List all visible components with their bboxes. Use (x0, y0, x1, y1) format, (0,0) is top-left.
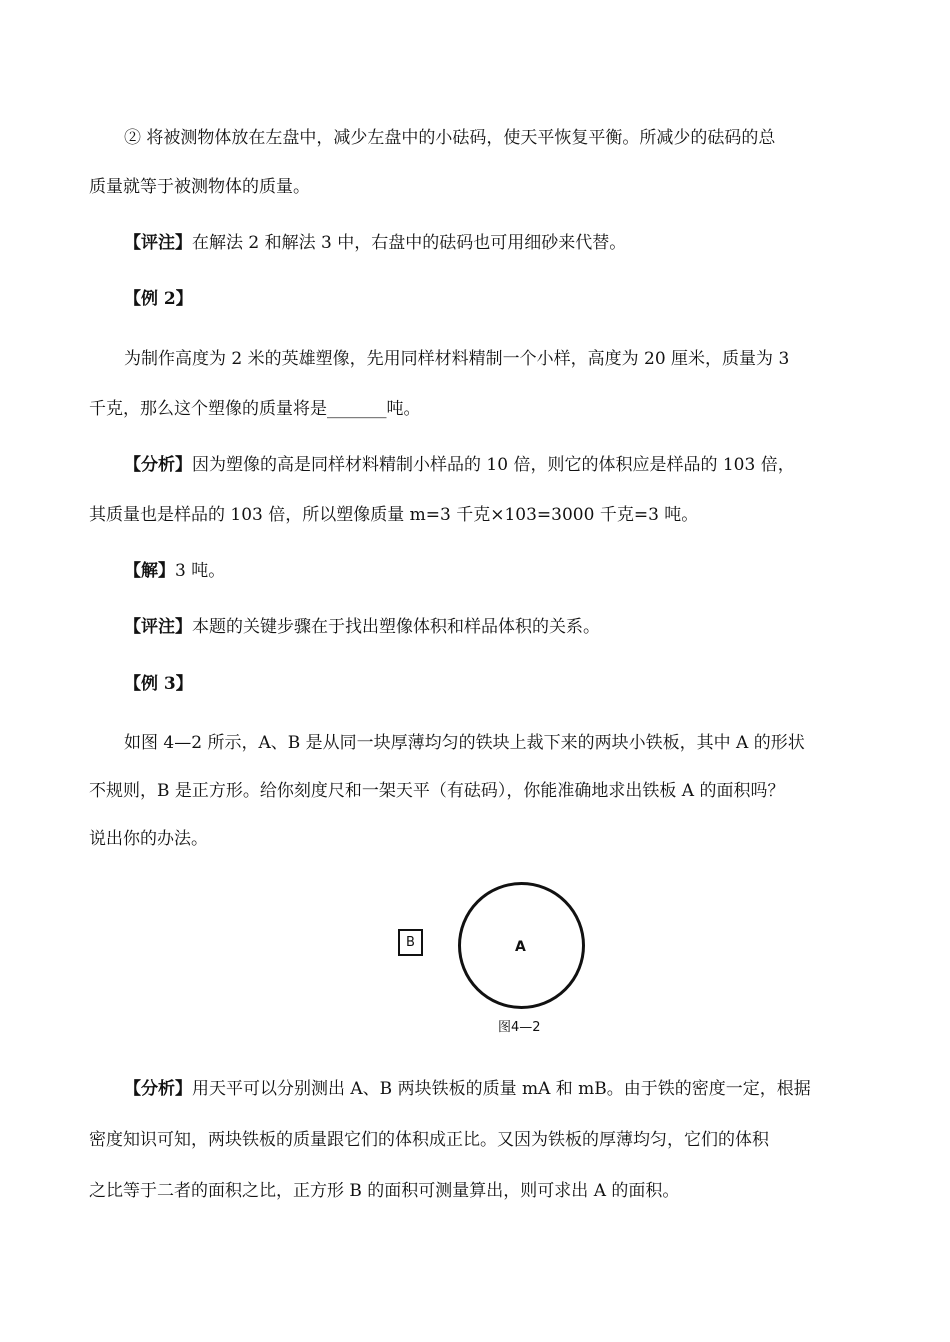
comment-paragraph-2 (124, 617, 600, 637)
plate-a-label: A (515, 939, 526, 955)
analysis-paragraph-1 (124, 455, 795, 475)
analysis-text: 用天平可以分别测出 A、B 两块铁板的质量 mA 和 mB。由于铁的密度一定，根据 (192, 1079, 811, 1099)
paragraph-line-2: 质量就等于被测物体的质量。 (89, 177, 310, 197)
comment-label: 【评注】 (124, 233, 192, 253)
solution-label: 【解】 (124, 561, 175, 581)
comment-label: 【评注】 (124, 617, 192, 637)
comment-text: 在解法 2 和解法 3 中，右盘中的砝码也可用细砂来代替。 (192, 233, 627, 253)
analysis-label: 【分析】 (124, 1079, 192, 1099)
paragraph-line-16: 密度知识可知，两块铁板的质量跟它们的体积成正比。又因为铁板的厚薄均匀，它们的体积 (89, 1130, 769, 1150)
solution-paragraph (124, 561, 225, 581)
paragraph-line-6: 千克，那么这个塑像的质量将是_______吨。 (89, 399, 421, 419)
solution-text: 3 吨。 (175, 561, 226, 581)
paragraph-line-1: ② 将被测物体放在左盘中，减少左盘中的小砝码，使天平恢复平衡。所减少的砝码的总 (124, 128, 776, 148)
paragraph-line-14: 说出你的办法。 (89, 829, 208, 849)
square-plate-b: B (398, 929, 423, 956)
comment-paragraph-1 (124, 233, 626, 253)
analysis-text: 因为塑像的高是同样材料精制小样品的 10 倍，则它的体积应是样品的 103 倍， (192, 455, 795, 475)
example-2-heading: 【例 2】 (124, 289, 193, 309)
example-3-heading: 【例 3】 (124, 674, 193, 694)
comment-text: 本题的关键步骤在于找出塑像体积和样品体积的关系。 (192, 617, 600, 637)
analysis-label: 【分析】 (124, 455, 192, 475)
paragraph-line-12: 如图 4—2 所示，A、B 是从同一块厚薄均匀的铁块上裁下来的两块小铁板，其中 A 的形状 (124, 733, 805, 753)
paragraph-line-17: 之比等于二者的面积之比，正方形 B 的面积可测量算出，则可求出 A 的面积。 (89, 1181, 680, 1201)
figure-caption: 图4—2 (498, 1020, 541, 1035)
paragraph-line-8: 其质量也是样品的 103 倍，所以塑像质量 m=3 千克×103=3000 千克=3 吨。 (89, 505, 699, 525)
analysis-paragraph-2 (124, 1079, 811, 1099)
paragraph-line-5: 为制作高度为 2 米的英雄塑像，先用同样材料精制一个小样，高度为 20 厘米，质量为 3 (124, 349, 790, 369)
figure-4-2 (398, 880, 598, 1040)
paragraph-line-13: 不规则，B 是正方形。给你刻度尺和一架天平（有砝码），你能准确地求出铁板 A 的面积吗？ (89, 781, 785, 801)
